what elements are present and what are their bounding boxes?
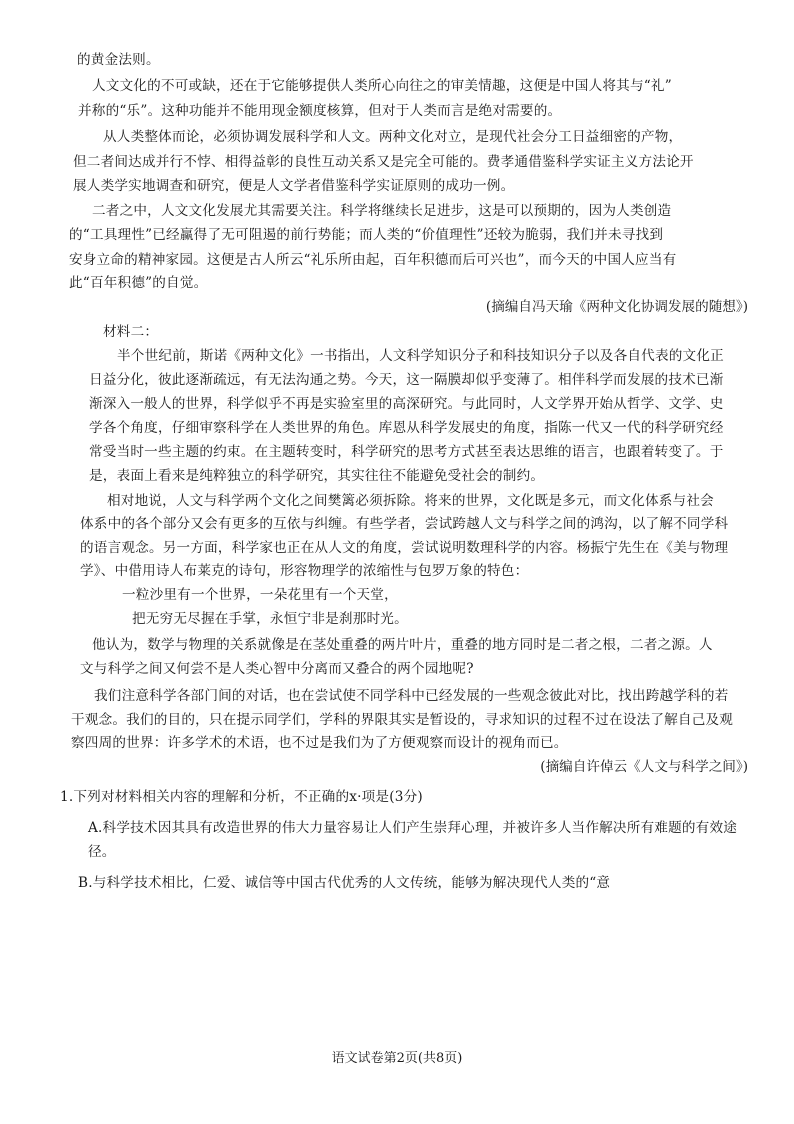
poem-line: 一粒沙里有一个世界，一朵花里有一个天堂， (122, 587, 398, 603)
text-line: 渐深入一般人的世界，科学似乎不再是实验室里的高深研究。与此同时，人文学界开始从哲学、文学、史 (89, 396, 724, 412)
text-line: 学各个角度，仔细审察科学在人类世界的角色。库恩从科学发展史的角度，指陈一代又一代的科学研究经 (89, 420, 724, 436)
text-line: 此“百年积德”的自觉。 (69, 275, 208, 291)
text-line: 常受当时一些主题的约束。在主题转变时，科学研究的思考方式甚至表达思维的语言，也跟着转变了。于 (89, 444, 724, 460)
text-line: 干观念。我们的目的，只在提示同学们，学科的界限其实是暂设的，寻求知识的过程不过在设法了解自己及观 (71, 712, 734, 728)
text-line: 半个世纪前，斯诺《两种文化》一书指出，人文科学知识分子和科技知识分子以及各自代表的文化正 (117, 348, 724, 364)
text-line: 但二者间达成并行不悖、相得益彰的良性互动关系又是完全可能的。费孝通借鉴科学实证主义方法论开 (73, 154, 694, 170)
option-b: B.与科学技术相比，仁爱、诚信等中国古代优秀的人文传统，能够为解决现代人类的“意 (78, 875, 611, 891)
source-citation: (摘编自许倬云《人文与科学之间》) (540, 759, 748, 775)
text-line: 相对地说，人文与科学两个文化之间樊篱必须拆除。将来的世界，文化既是多元，而文化体系与社会 (107, 493, 714, 509)
text-line: 察四周的世界：许多学术的术语，也不过是我们为了方便观察而设计的视角而已。 (71, 735, 568, 751)
text-line: 展人类学实地调查和研究，便是人文学者借鉴科学实证原则的成功一例。 (73, 178, 515, 194)
text-line: 日益分化，彼此逐渐疏远，有无法沟通之势。今天，这一隔膜却似乎变薄了。相伴科学而发展的技术已渐 (89, 372, 724, 388)
text-line: 二者之中，人文文化发展尤其需要关注。科学将继续长足进步，这是可以预期的，因为人类创造 (92, 203, 672, 219)
option-a-cont: 径。 (88, 844, 116, 860)
source-citation: (摘编自冯天瑜《两种文化协调发展的随想》) (485, 299, 748, 315)
text-line: 文与科学之间又何尝不是人类心智中分离而又叠合的两个园地呢? (80, 661, 474, 677)
text-line: 安身立命的精神家园。这便是古人所云“礼乐所由起，百年积德而后可兴也”，而今天的中国人应当有 (69, 252, 677, 268)
poem-line: 把无穷无尽握在手掌，永恒宁非是刹那时光。 (132, 611, 408, 627)
text-line: 并称的“乐”。这种功能并不能用现金额度核算，但对于人类而言是绝对需要的。 (78, 103, 562, 119)
text-line: 是，表面上看来是纯粹独立的科学研究，其实往往不能避免受社会的制约。 (89, 468, 545, 484)
text-line: 的黄金法则。 (77, 52, 160, 68)
page-footer: 语文试卷第2页(共8页) (331, 1051, 463, 1066)
text-line: 我们注意科学各部门间的对话，也在尝试使不同学科中已经发展的一些观念彼此对比，找出跨越学科的若 (94, 688, 729, 704)
text-line: 的语言观念。另一方面，科学家也正在从人文的角度，尝试说明数理科学的内容。杨振宁先生在《美与物理 (80, 540, 729, 556)
text-line: 学》、中借用诗人布莱克的诗句，形容物理学的浓缩性与包罗万象的特色： (80, 563, 529, 579)
text-line: 的“工具理性”已经赢得了无可阻遏的前行势能；而人类的“价值理性”还较为脆弱，我们并未寻找到 (69, 227, 664, 243)
section-heading: 材料二： (103, 324, 159, 340)
text-line: 体系中的各个部分又会有更多的互依与纠缠。有些学者，尝试跨越人文与科学之间的鸿沟，以了解不同学科 (80, 516, 729, 532)
text-line: 他认为，数学与物理的关系就像是在茎处重叠的两片叶片，重叠的地方同时是二者之根，二者之源。人 (92, 637, 713, 653)
question-stem: 1.下列对材料相关内容的理解和分析，不正确的x·项是(3分) (60, 789, 423, 805)
text-line: 人文文化的不可或缺，还在于它能够提供人类所心向往之的审美情趣，这便是中国人将其与“礼” (92, 78, 672, 94)
text-line: 从人类整体而论，必须协调发展科学和人文。两种文化对立，是现代社会分工日益细密的产物， (103, 129, 683, 145)
option-a: A.科学技术因其具有改造世界的伟大力量容易让人们产生崇拜心理，并被许多人当作解决所有难题的有效途 (88, 820, 738, 836)
